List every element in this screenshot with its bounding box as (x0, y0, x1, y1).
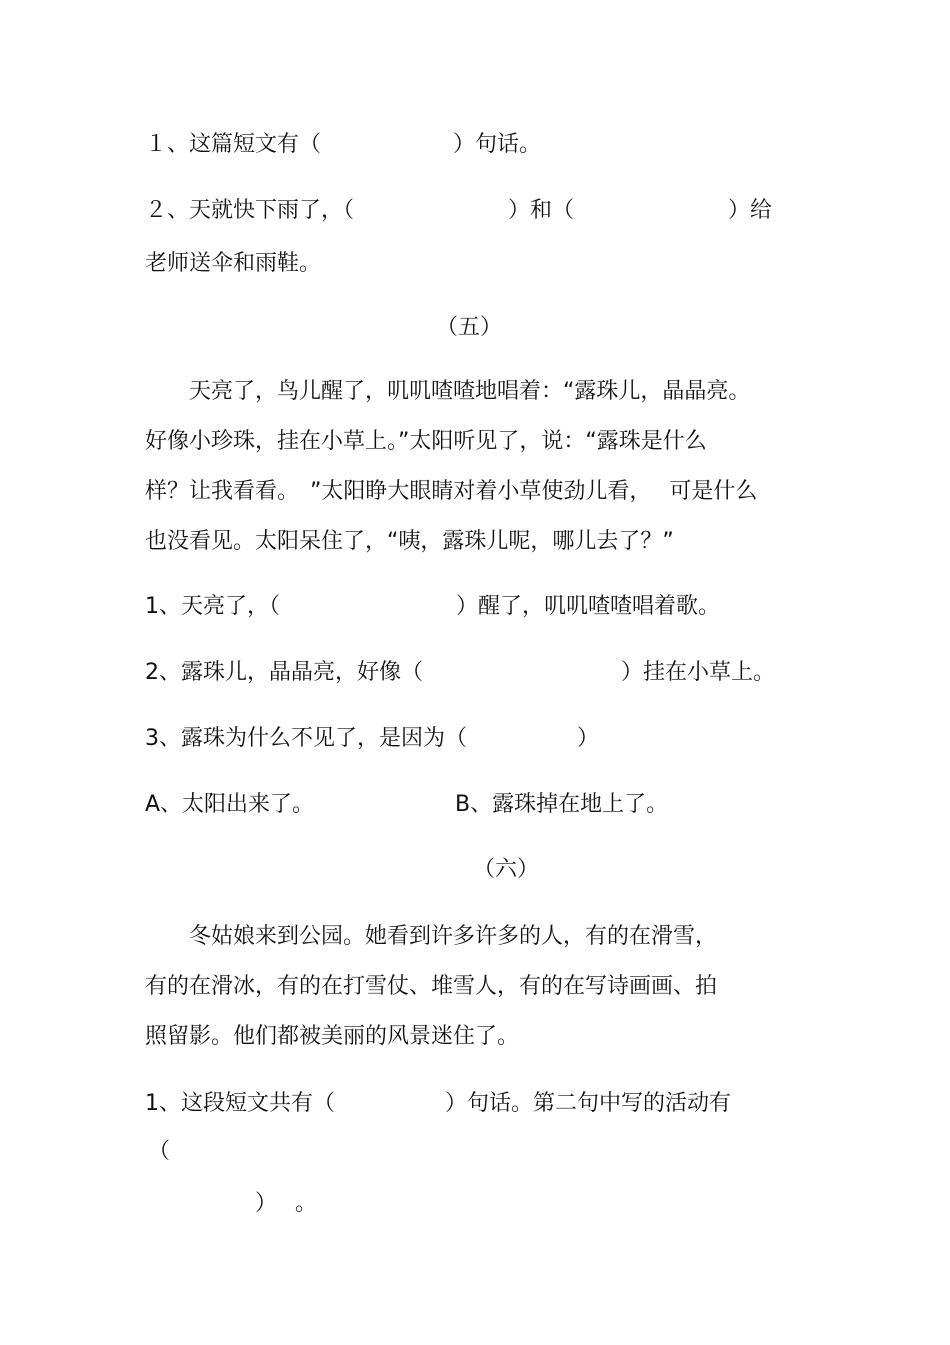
passage-five-line-4: 也没看见。太阳呆住了，“咦，露珠儿呢，哪儿去了？” (145, 529, 674, 554)
option-b: B、露珠掉在地上了。 (455, 792, 669, 817)
question-4-1: １、这篇短文有（ ）句话。 (145, 132, 542, 157)
question-4-2-line-1: ２、天就快下雨了，（ ）和（ ）给 (145, 198, 773, 223)
passage-five-line-1: 天亮了，鸟儿醒了，叽叽喳喳地唱着：“露珠儿，晶晶亮。 (145, 379, 751, 404)
option-a: A、太阳出来了。 (145, 792, 315, 817)
question-5-3: 3、露珠为什么不见了，是因为（ ） (145, 726, 599, 751)
question-5-1: 1、天亮了，（ ）醒了，叽叽喳喳唱着歌。 (145, 594, 720, 619)
passage-five-line-3: 样？让我看看。 ”太阳睁大眼睛对着小草使劲儿看， 可是什么 (145, 479, 758, 504)
section-six-heading: （六） (473, 857, 540, 882)
passage-six-line-1: 冬姑娘来到公园。她看到许多许多的人，有的在滑雪， (145, 924, 718, 949)
question-6-1-line-2: （ (148, 1139, 171, 1164)
section-five-heading: （五） (436, 315, 503, 340)
passage-six-line-3: 照留影。他们都被美丽的风景迷住了。 (145, 1024, 520, 1049)
question-4-2-line-2: 老师送伞和雨鞋。 (145, 251, 322, 276)
question-6-1-line-3: ） 。 (255, 1191, 317, 1216)
passage-five-line-2: 好像小珍珠，挂在小草上。”太阳听见了，说：“露珠是什么 (145, 429, 707, 454)
question-6-1-line-1: 1、这段短文共有（ ）句话。第二句中写的活动有 (145, 1091, 731, 1116)
passage-six-line-2: 有的在滑冰，有的在打雪仗、堆雪人，有的在写诗画画、拍 (145, 974, 718, 999)
question-5-2: 2、露珠儿，晶晶亮，好像（ ）挂在小草上。 (145, 660, 775, 685)
